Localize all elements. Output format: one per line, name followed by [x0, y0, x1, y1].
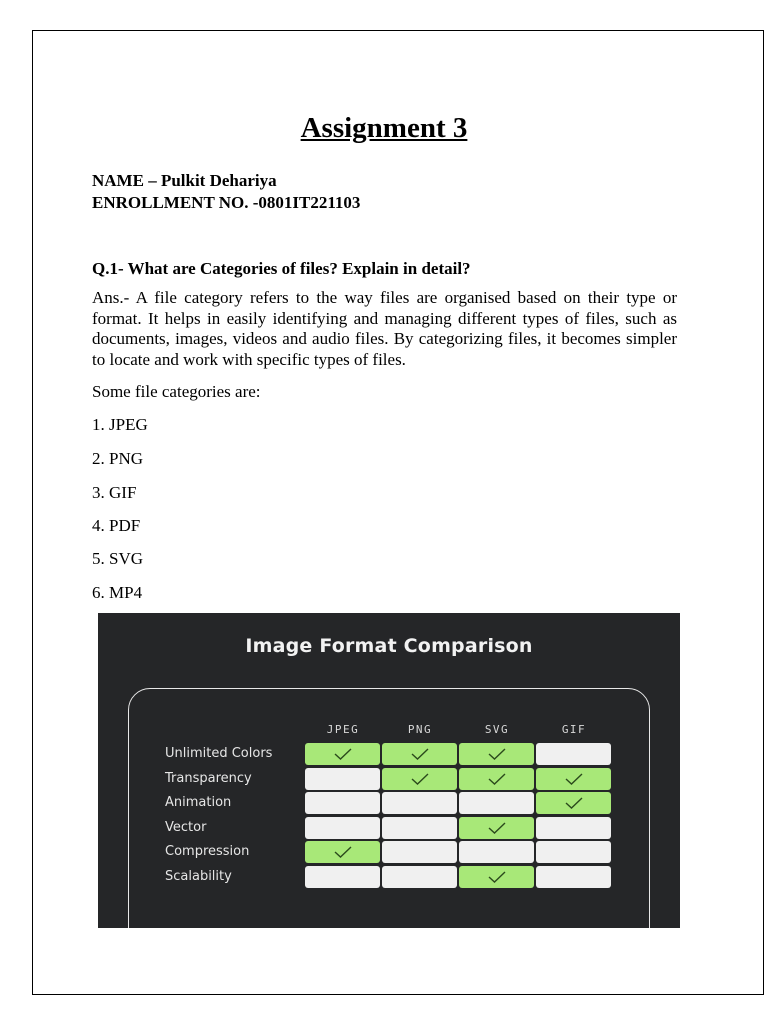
image-format-comparison-figure [98, 613, 680, 928]
checked-cell [459, 866, 534, 888]
checked-cell [536, 792, 611, 814]
empty-cell [305, 866, 380, 888]
checked-cell [459, 743, 534, 765]
empty-cell [382, 792, 457, 814]
checkmark-icon [409, 747, 431, 761]
question-1: Q.1- What are Categories of files? Explain in detail? [92, 259, 471, 278]
answer-label: Ans.- [92, 288, 130, 307]
category-item: 6. MP4 [92, 583, 143, 602]
category-item: 5. SVG [92, 549, 144, 568]
row-label: Unlimited Colors [165, 746, 273, 761]
empty-cell [305, 792, 380, 814]
document-title: Assignment 3 [300, 112, 468, 144]
empty-cell [382, 866, 457, 888]
empty-cell [305, 768, 380, 790]
answer-text: A file category refers to the way files are organised based on their type or format. It helps in easily identifying and managing different types of files, such as documents, images, videos and audio files. By categorizing files, it becomes simpler to locate and work with specific types of files. [92, 288, 678, 369]
empty-cell [305, 817, 380, 839]
checked-cell [382, 768, 457, 790]
row-label: Vector [165, 820, 207, 835]
checkmark-icon [486, 747, 508, 761]
empty-cell [382, 817, 457, 839]
empty-cell [459, 841, 534, 863]
row-label: Compression [165, 844, 250, 859]
checked-cell [305, 841, 380, 863]
checked-cell [459, 768, 534, 790]
student-name: NAME – Pulkit Dehariya [92, 171, 277, 190]
categories-intro: Some file categories are: [92, 382, 261, 401]
empty-cell [536, 817, 611, 839]
checked-cell [536, 768, 611, 790]
category-item: 2. PNG [92, 449, 144, 468]
category-item: 3. GIF [92, 483, 137, 502]
checkmark-icon [563, 796, 585, 810]
category-item: 1. JPEG [92, 415, 148, 434]
row-label: Transparency [165, 771, 252, 786]
empty-cell [536, 866, 611, 888]
empty-cell [459, 792, 534, 814]
checkmark-icon [486, 870, 508, 884]
checkmark-icon [409, 772, 431, 786]
empty-cell [536, 743, 611, 765]
column-header-gif: GIF [561, 723, 587, 736]
checked-cell [305, 743, 380, 765]
answer-paragraph [92, 288, 677, 370]
checkmark-icon [332, 747, 354, 761]
row-label: Animation [165, 795, 232, 810]
column-header-svg: SVG [484, 723, 510, 736]
empty-cell [382, 841, 457, 863]
category-item: 4. PDF [92, 516, 141, 535]
checkmark-icon [486, 821, 508, 835]
checkmark-icon [332, 845, 354, 859]
checked-cell [459, 817, 534, 839]
column-header-jpeg: JPEG [326, 723, 360, 736]
column-header-png: PNG [407, 723, 433, 736]
enrollment-number: ENROLLMENT NO. -0801IT221103 [92, 193, 361, 212]
checkmark-icon [563, 772, 585, 786]
figure-title: Image Format Comparison [245, 635, 533, 657]
checkmark-icon [486, 772, 508, 786]
row-label: Scalability [165, 869, 232, 884]
empty-cell [536, 841, 611, 863]
checked-cell [382, 743, 457, 765]
